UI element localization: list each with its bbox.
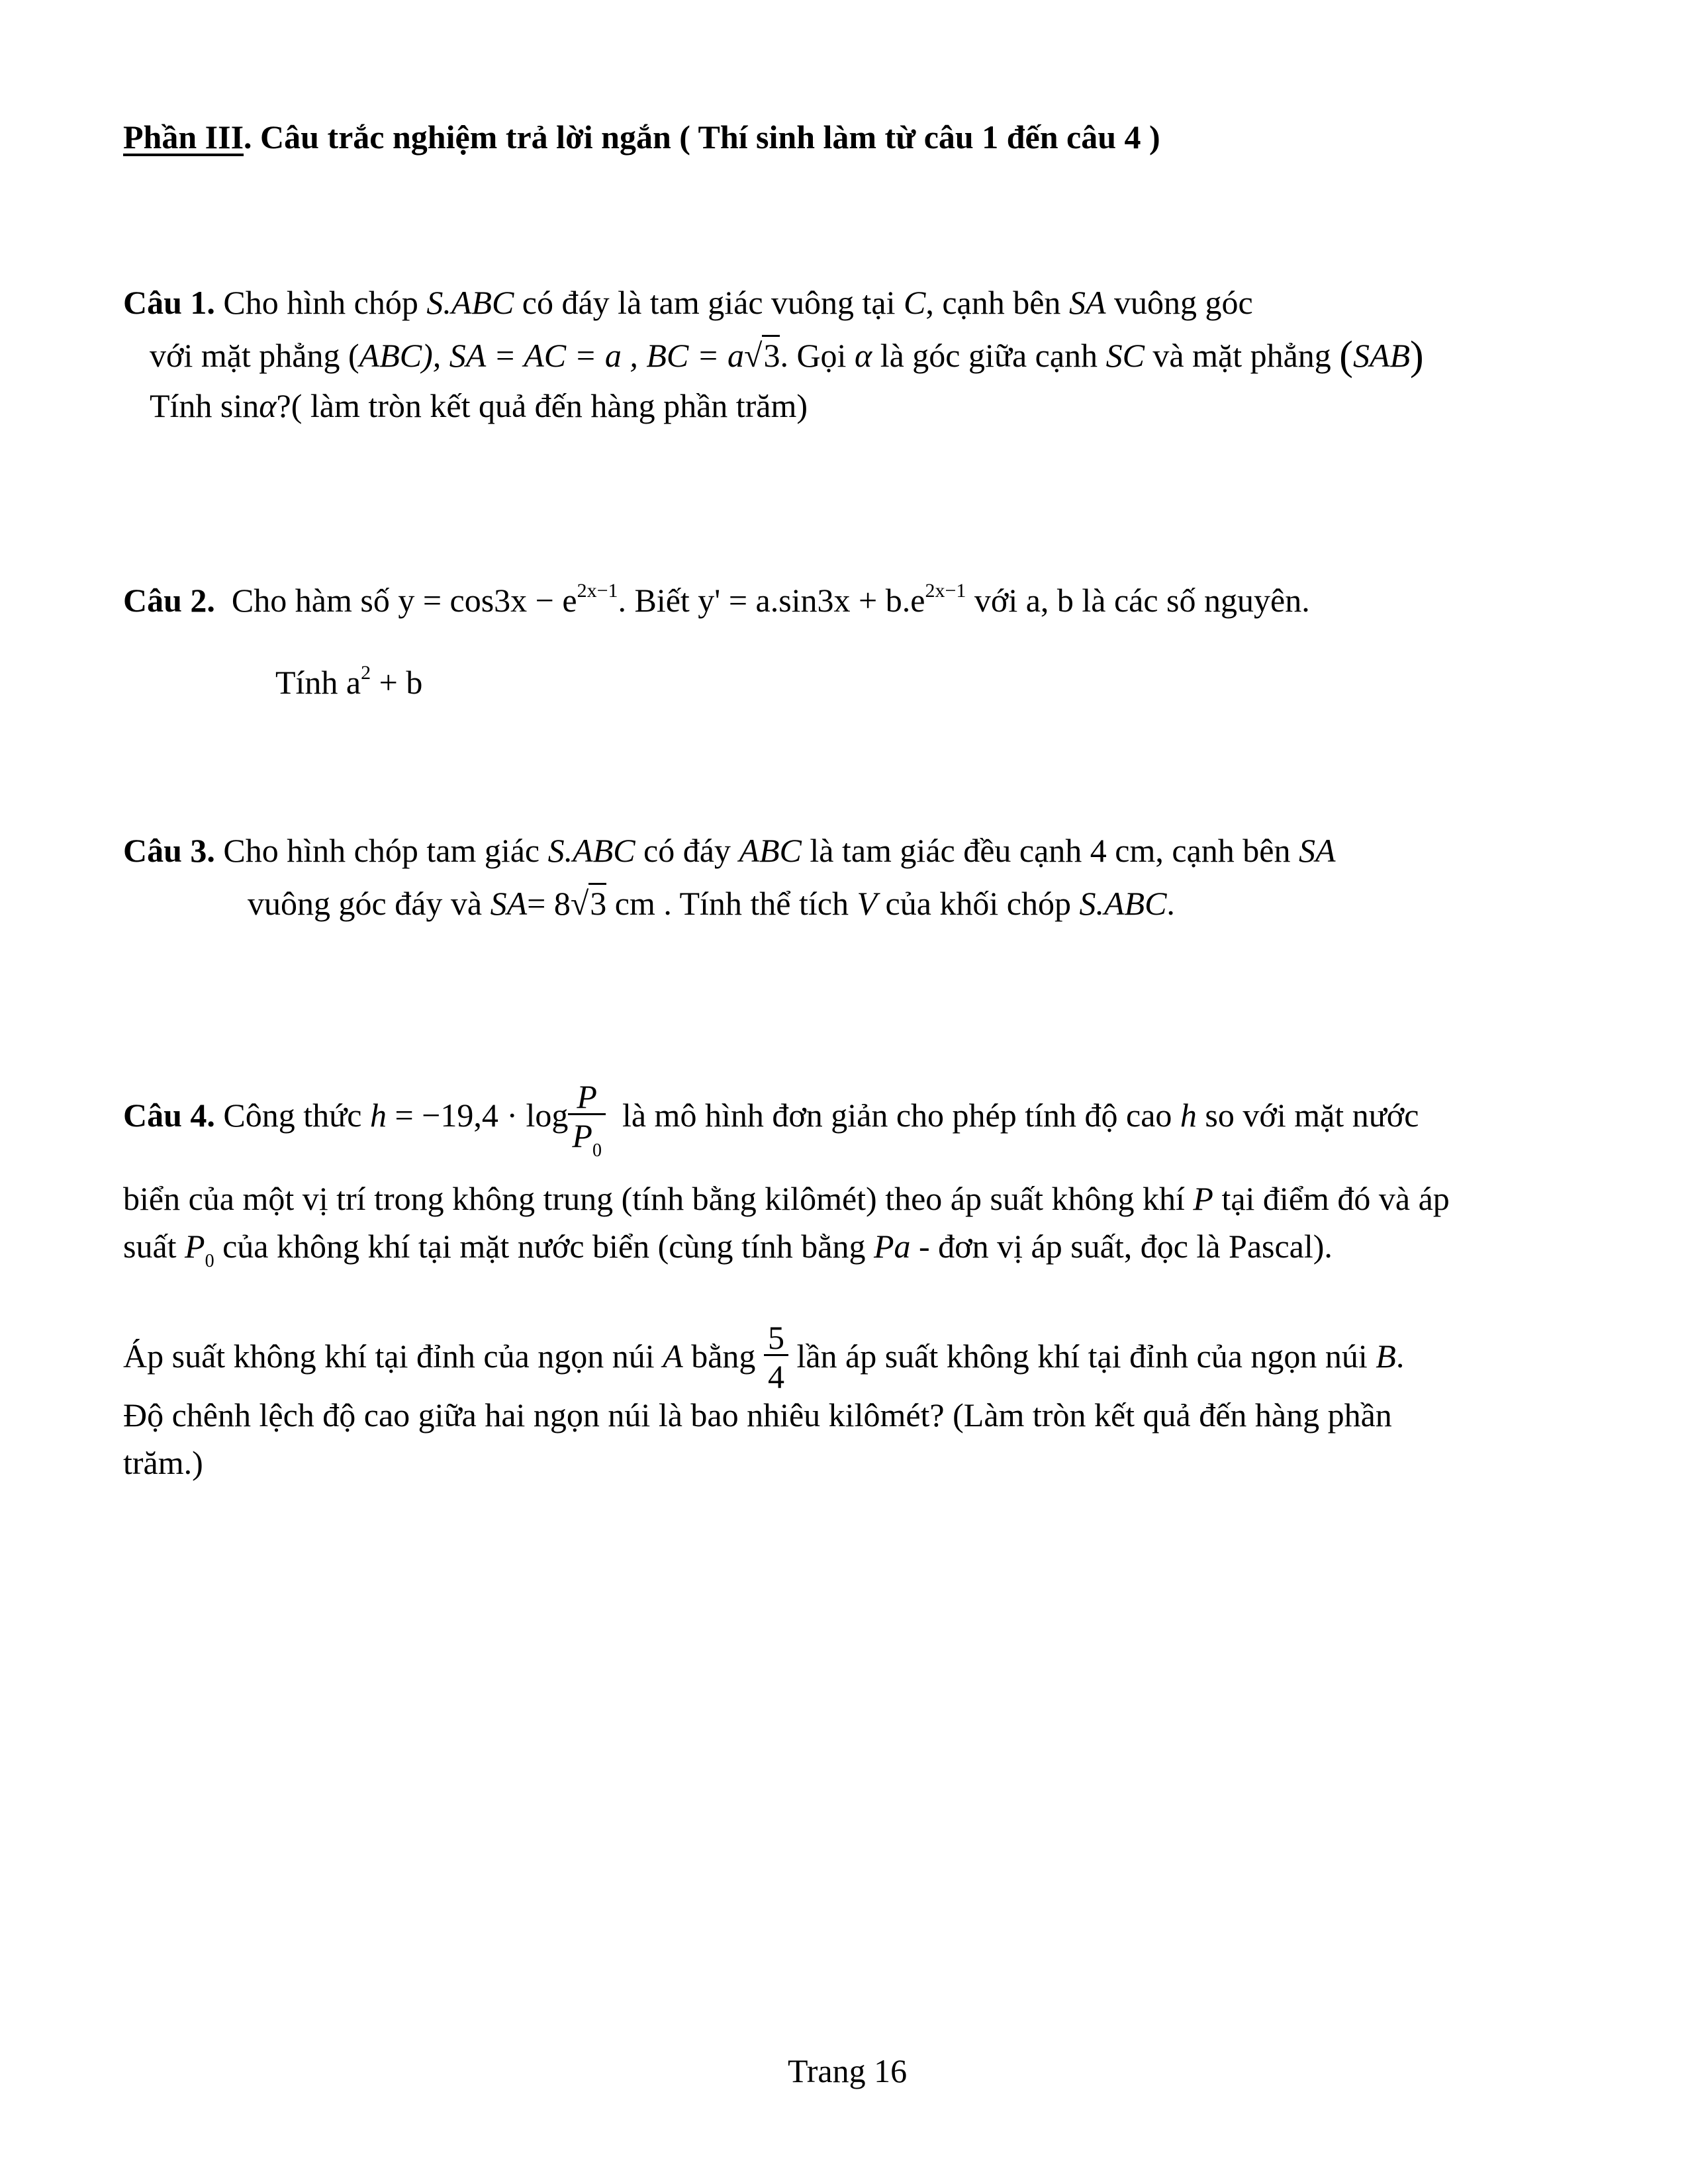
q4-text: - đơn vị áp suất, đọc là Pascal). [910,1228,1333,1265]
q2-text: + b [371,664,423,701]
q4-label: Câu 4. [123,1096,215,1134]
q4-text: bằng [691,1337,756,1375]
q1-text: . Gọi [780,337,847,374]
math-exponent: 2x−1 [577,580,618,602]
q3-line-2: vuông góc đáy và SA= 8√3 cm . Tính thể tích V của khối chóp S.ABC. [248,887,1175,920]
q3-label: Câu 3. [123,832,215,869]
q3-line-1 [123,834,1336,867]
math-pa: Pa [873,1228,911,1265]
q1-text: ?( làm tròn kết quả đến hàng phần trăm) [276,387,808,424]
math-equation: = 8 [527,885,571,922]
math-abc: ABC [359,337,422,374]
q4-text: của không khí tại mặt nước biển (cùng tính bằng [222,1228,866,1265]
q1-line-2: với mặt phẳng (ABC), SA = AC = a , BC = a√3. Gọi α là góc giữa cạnh SC và mặt phẳng (SAB) [150,334,1424,379]
q1-line-3 [150,389,808,422]
q2-line-1 [123,580,1310,619]
math-sa: SA [1068,284,1106,321]
q1-line-1 [123,286,1253,319]
q1-text: Cho hình chóp [223,284,418,321]
q4-line-3 [123,1228,1333,1271]
section-header: Phần III. Câu trắc nghiệm trả lời ngắn ( Thí sinh làm từ câu 1 đến câu 4 ) [123,118,1160,156]
math-subscript: 0 [205,1251,214,1271]
q4-text: là mô hình đơn giản cho phép tính độ cao [622,1096,1172,1134]
q3-text: của khối chóp [885,885,1071,922]
math-alpha: α [854,337,872,374]
q3-text: vuông góc đáy và [248,885,483,922]
math-v: V [857,885,878,922]
q3-text: có đáy [643,832,731,869]
q2-line-2 [275,662,423,701]
math-exponent: 2 [361,662,371,684]
fraction-denominator: 4 [764,1354,788,1393]
q4-text: suất [123,1228,177,1265]
math-exponent: 2x−1 [925,580,966,602]
math-sabc: S.ABC [547,832,635,869]
q4-line-1 [123,1078,1419,1161]
q2-label: Câu 2. [123,582,215,619]
math-sa: SA [1298,832,1336,869]
math-p0: P [185,1228,205,1265]
fraction-numerator: P [577,1078,597,1115]
fraction-denominator: P [572,1117,592,1154]
math-equation: = −19,4 · log [395,1096,569,1134]
math-alpha: α [259,387,277,424]
q2-text: với a, b là các số nguyên. [966,582,1310,619]
math-sqrt: 3 [762,335,780,374]
math-sc: SC [1105,337,1145,374]
q1-text: Tính sin [150,387,259,424]
q4-text: Áp suất không khí tại đỉnh của ngọn núi [123,1337,655,1375]
q3-text: cm . Tính thể tích [606,885,849,922]
q2-text: . Biết y' = a.sin3x + b.e [618,582,925,619]
math-sqrt: 3 [588,883,606,922]
q4-text: Công thức [223,1096,362,1134]
q4-text: . [1395,1337,1405,1375]
q4-line-5: Độ chênh lệch độ cao giữa hai ngọn núi là bao nhiêu kilômét? (Làm tròn kết quả đến hàng phần [123,1396,1392,1433]
q1-text: , cạnh bên [925,284,1061,321]
q4-text: so với mặt nước [1205,1096,1419,1134]
fraction-numerator: 5 [767,1319,784,1356]
q2-text: Cho hàm số y = cos3x − e [231,582,577,619]
q3-text: Cho hình chóp tam giác [223,832,540,869]
q3-text: là tam giác đều cạnh 4 cm, cạnh bên [810,832,1291,869]
math-equation: ), SA = AC = a , [422,337,638,374]
q3-text: . [1166,885,1175,922]
q1-text: là góc giữa cạnh [880,337,1098,374]
q1-text: có đáy là tam giác vuông tại [522,284,896,321]
math-c: C [904,284,926,321]
math-sa: SA [490,885,528,922]
q4-text: lần áp suất không khí tại đỉnh của ngọn núi [796,1337,1368,1375]
math-bc: BC = a [646,337,744,374]
math-h: h [1180,1096,1197,1134]
math-h: h [369,1096,387,1134]
math-sabc: S.ABC [426,284,514,321]
q4-line-6: trăm.) [123,1444,203,1481]
q1-text: và mặt phẳng [1152,337,1331,374]
math-p: P [1193,1180,1213,1217]
math-fraction [764,1321,788,1393]
page-number: Trang 16 [788,2052,908,2089]
q4-line-2 [123,1182,1450,1215]
q4-line-4 [123,1319,1405,1396]
math-abc: ABC [739,832,802,869]
math-b: B [1376,1337,1396,1375]
math-sabc: S.ABC [1079,885,1167,922]
math-fraction [568,1078,606,1161]
math-sab: SAB [1352,337,1411,374]
q1-label: Câu 1. [123,284,215,321]
q1-text: vuông góc [1113,284,1253,321]
q1-text: với mặt phẳng ( [150,337,359,374]
math-subscript: 0 [592,1140,602,1161]
section-label: Phần III [123,118,244,156]
math-a: A [663,1337,683,1375]
q4-text: biển của một vị trí trong không trung (tính bằng kilômét) theo áp suất không khí [123,1180,1185,1217]
section-title: Câu trắc nghiệm trả lời ngắn ( Thí sinh làm từ câu 1 đến câu 4 ) [260,118,1160,156]
q2-text: Tính a [275,664,361,701]
q4-text: tại điểm đó và áp [1221,1180,1450,1217]
